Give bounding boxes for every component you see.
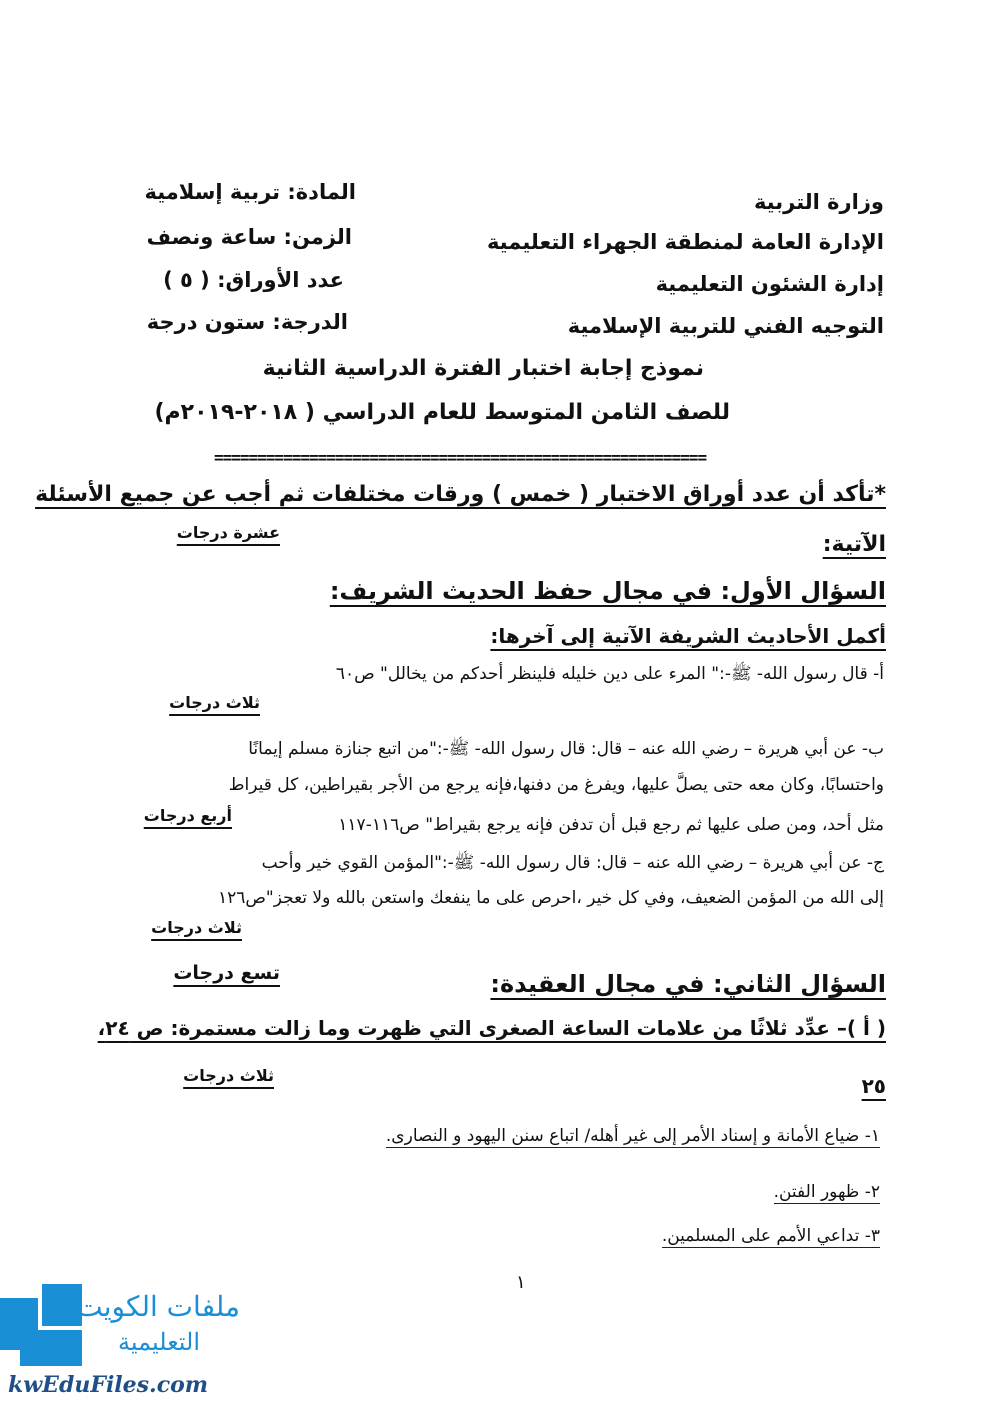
grade-label: الدرجة: ستون درجة (146, 310, 348, 334)
ministry-name: وزارة التربية (753, 190, 884, 214)
hadith-c-line2: إلى الله من المؤمن الضعيف، وفي كل خير ،احرص على ما ينفعك واستعن بالله ولا تعجز"ص١٢٦ (217, 888, 884, 908)
hadith-b-line3: مثل أحد، ومن صلى عليها ثم رجع قبل أن تدفن فإنه يرجع بقيراط" ص١١٦-١١٧ (338, 815, 884, 835)
separator-line: ========================================================= (214, 448, 707, 467)
q1-title: السؤال الأول: في مجال حفظ الحديث الشريف: (329, 577, 886, 605)
watermark-site: kwEduFiles.com (8, 1372, 209, 1398)
watermark-line1: ملفات الكويت (76, 1290, 240, 1323)
answer-3: ٣- تداعي الأمم على المسلمين. (661, 1226, 880, 1246)
hadith-a: أ- قال رسول الله- ﷺ-:" المرء على دين خليله فلينظر أحدكم من يخالل" ص٦٠ (335, 664, 884, 684)
answer-2: ٢- ظهور الفتن. (773, 1182, 880, 1202)
q2-sub-a-cont: ٢٥ (861, 1074, 886, 1098)
hadith-c-line1: ج- عن أبي هريرة – رضي الله عنه – قال: قال رسول الله- ﷺ-:"المؤمن القوي خير وأحب (261, 853, 884, 873)
instruction-line-cont: الآتية: (822, 532, 886, 557)
exam-title: نموذج إجابة اختبار الفترة الدراسية الثانية (262, 356, 704, 381)
hadith-a-score: ثلاث درجات (169, 693, 260, 712)
subject-label: المادة: تربية إسلامية (144, 180, 356, 204)
q2-title: السؤال الثاني: في مجال العقيدة: (490, 970, 886, 998)
exam-subtitle: للصف الثامن المتوسط للعام الدراسي ( ٢٠١٨-٢٠١٩م) (154, 400, 730, 425)
technical-guidance: التوجيه الفني للتربية الإسلامية (567, 314, 884, 338)
answer-1: ١- ضياع الأمانة و إسناد الأمر إلى غير أهله/ اتباع سنن اليهود و النصارى. (385, 1126, 880, 1146)
hadith-c-score: ثلاث درجات (151, 918, 242, 937)
directorate-name: الإدارة العامة لمنطقة الجهراء التعليمية (486, 230, 884, 254)
time-label: الزمن: ساعة ونصف (146, 225, 352, 249)
instruction-line: *تأكد أن عدد أوراق الاختبار ( خمس ) ورقات مختلفات ثم أجب عن جميع الأسئلة (35, 482, 886, 507)
watermark-line2: التعليمية (118, 1328, 200, 1356)
q2-sub-a-score: ثلاث درجات (183, 1066, 274, 1085)
instruction-score: عشرة درجات (176, 523, 280, 542)
hadith-b-line2: واحتسابًا، وكان معه حتى يصلَّ عليها، ويفرغ من دفنها،فإنه يرجع من الأجر بقيراطين، كل قيراط (228, 775, 884, 795)
pages-count-label: عدد الأوراق: ( ٥ ) (163, 268, 344, 292)
hadith-b-line1: ب- عن أبي هريرة – رضي الله عنه – قال: قال رسول الله- ﷺ-:"من اتبع جنازة مسلم إيمانًا (248, 739, 884, 759)
q2-sub-a: ( أ )– عدِّد ثلاثًا من علامات الساعة الصغرى التي ظهرت وما زالت مستمرة: ص ٢٤، (97, 1016, 886, 1040)
q1-subtitle: أكمل الأحاديث الشريفة الآتية إلى آخرها: (490, 624, 886, 648)
education-affairs: إدارة الشئون التعليمية (655, 272, 884, 296)
q2-score: تسع درجات (173, 962, 280, 984)
page-number: ١ (516, 1272, 526, 1293)
hadith-b-score: أربع درجات (143, 806, 232, 825)
